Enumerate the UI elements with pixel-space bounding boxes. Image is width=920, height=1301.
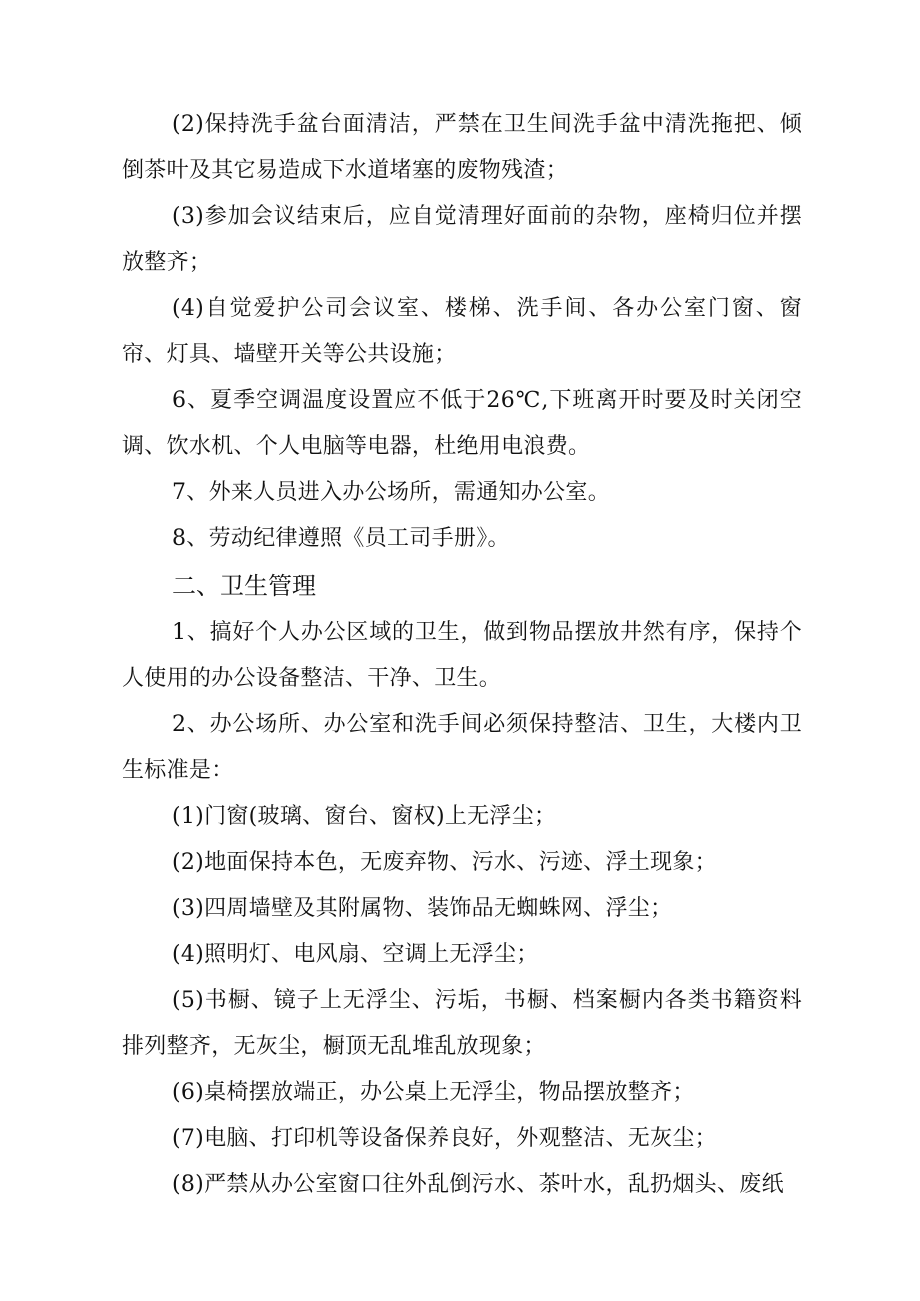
list-item-bookcases: (5)书橱、镜子上无浮尘、污垢，书橱、档案橱内各类书籍资料排列整齐，无灰尘，橱顶无乱堆乱放现象； <box>122 988 802 1059</box>
list-item-walls: (3)四周墙壁及其附属物、装饰品无蜘蛛网、浮尘； <box>172 896 673 921</box>
paragraph-personal-area: 1、搞好个人办公区域的卫生，做到物品摆放井然有序，保持个人使用的办公设备整洁、干净、卫生。 <box>122 620 802 691</box>
list-item-window-dumping: (8)严禁从办公室窗口往外乱倒污水、茶叶水，乱扔烟头、废纸 <box>172 1172 784 1197</box>
list-item-desks: (6)桌椅摆放端正，办公桌上无浮尘，物品摆放整齐； <box>172 1080 695 1105</box>
paragraph-washbasin: (2)保持洗手盆台面清洁，严禁在卫生间洗手盆中清洗拖把、倾倒茶叶及其它易造成下水道堵塞的废物残渣； <box>122 112 802 183</box>
paragraph-visitors: 7、外来人员进入办公场所，需通知办公室。 <box>172 480 610 505</box>
paragraph-public-facilities: (4)自觉爱护公司会议室、楼梯、洗手间、各办公室门窗、窗帘、灯具、墙壁开关等公共设施； <box>122 296 802 367</box>
paragraph-hygiene-standard: 2、办公场所、办公室和洗手间必须保持整洁、卫生，大楼内卫生标准是： <box>122 712 802 783</box>
list-item-equipment: (7)电脑、打印机等设备保养良好，外观整洁、无灰尘； <box>172 1126 717 1151</box>
paragraph-air-conditioning: 6、夏季空调温度设置应不低于26℃,下班离开时要及时关闭空调、饮水机、个人电脑等电器，杜绝用电浪费。 <box>122 388 802 459</box>
document-page <box>122 102 802 1208</box>
list-item-windows: (1)门窗(玻璃、窗台、窗权)上无浮尘； <box>172 804 557 829</box>
paragraph-labor-discipline: 8、劳动纪律遵照《员工司手册》。 <box>172 526 510 551</box>
paragraph-meeting-cleanup: (3)参加会议结束后，应自觉清理好面前的杂物，座椅归位并摆放整齐； <box>122 204 802 275</box>
list-item-floor: (2)地面保持本色，无废弃物、污水、污迹、浮土现象； <box>172 850 717 875</box>
section-heading-hygiene: 二、卫生管理 <box>172 572 316 600</box>
list-item-lights: (4)照明灯、电风扇、空调上无浮尘； <box>172 942 539 967</box>
